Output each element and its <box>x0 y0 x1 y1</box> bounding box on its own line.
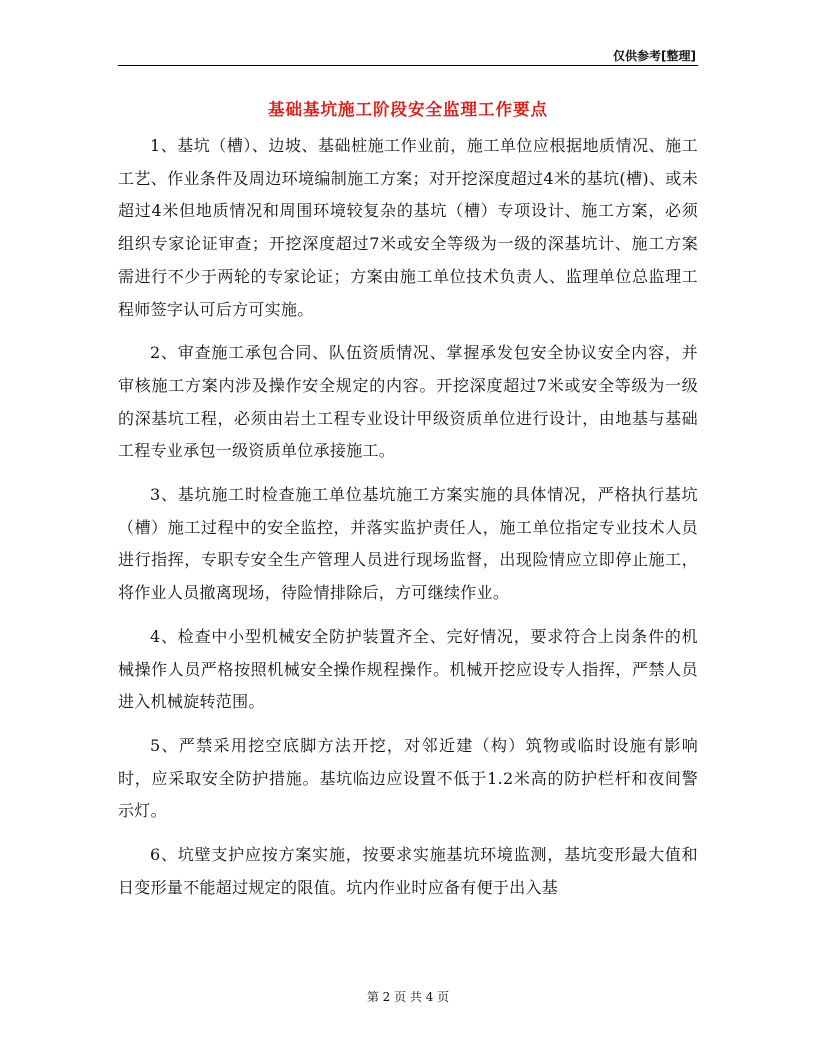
page-number: 第 2 页 共 4 页 <box>366 990 450 1004</box>
document-body <box>118 130 698 915</box>
paragraph-4: 4、检查中小型机械安全防护装置齐全、完好情况，要求符合上岗条件的机械操作人员严格按照机械安全操作规程操作。机械开挖应设专人指挥，严禁人员进入机械旋转范围。 <box>118 626 698 712</box>
paragraph-6: 6、坑壁支护应按方案实施，按要求实施基坑环境监测，基坑变形最大值和日变形量不能超过规定的限值。坑内作业时应备有便于出入基 <box>118 845 698 897</box>
document-title: 基础基坑施工阶段安全监理工作要点 <box>268 100 548 119</box>
paragraph-2: 2、审查施工承包合同、队伍资质情况、掌握承发包安全协议安全内容，并审核施工方案内涉及操作安全规定的内容。开挖深度超过7米或安全等级为一级的深基坑工程，必须由岩土工程专业设计甲级资质单位进行设计，由地基与基础工程专业承包一级资质单位承接施工。 <box>118 343 698 461</box>
header-note: 仅供参考[整理] <box>613 49 696 63</box>
header-rule <box>118 65 698 66</box>
paragraph-1: 1、基坑（槽）、边坡、基础桩施工作业前，施工单位应根据地质情况、施工工艺、作业条件及周边环境编制施工方案；对开挖深度超过4米的基坑(槽)、或未超过4米但地质情况和周围环境较复杂的基坑（槽）专项设计、施工方案，必须组织专家论证审查；开挖深度超过7米或安全等级为一级的深基坑计、施工方案需进行不少于两轮的专家论证；方案由施工单位技术负责人、监理单位总监理工程师签字认可后方可实施。 <box>118 136 698 319</box>
paragraph-3: 3、基坑施工时检查施工单位基坑施工方案实施的具体情况，严格执行基坑（槽）施工过程中的安全监控，并落实监护责任人，施工单位指定专业技术人员进行指挥，专职专安全生产管理人员进行现场监督，出现险情应立即停止施工，将作业人员撤离现场，待险情排除后，方可继续作业。 <box>118 485 698 603</box>
paragraph-5: 5、严禁采用挖空底脚方法开挖，对邻近建（构）筑物或临时设施有影响时，应采取安全防护措施。基坑临边应设置不低于1.2米高的防护栏杆和夜间警示灯。 <box>118 735 698 821</box>
